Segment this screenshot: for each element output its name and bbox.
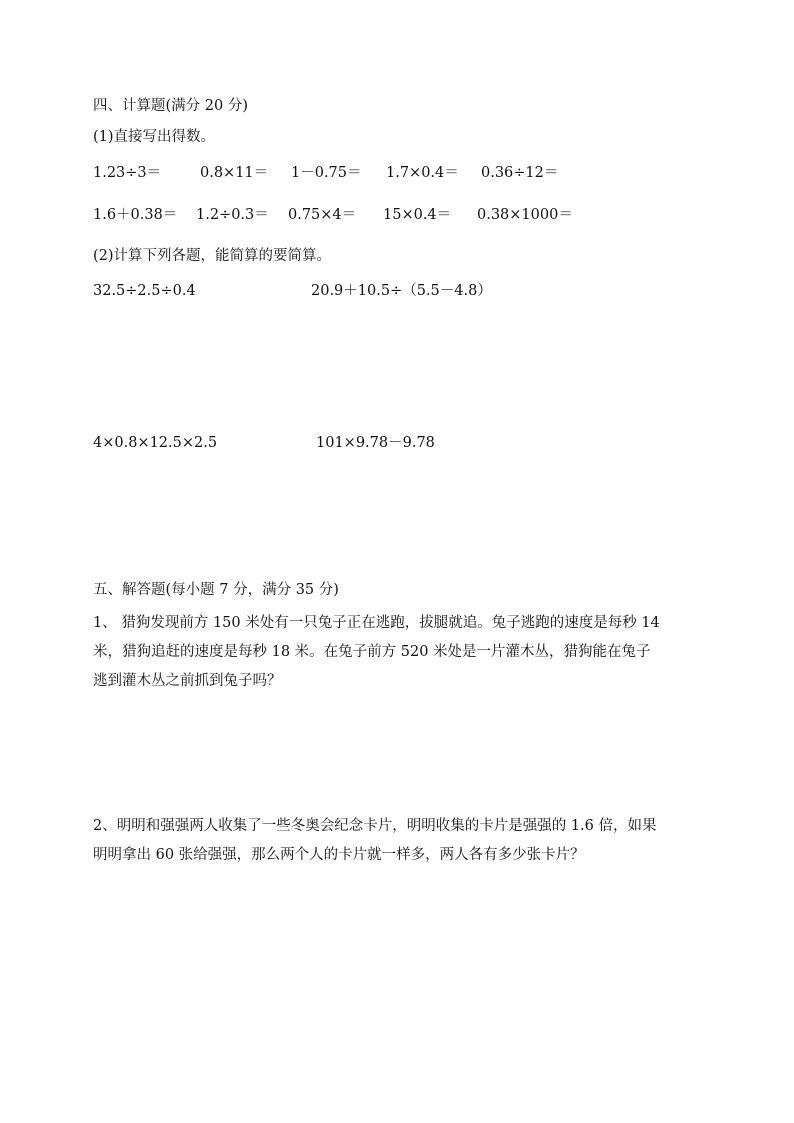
question-1 [93,609,705,696]
calc-r2-c5: 0.38×1000＝ [477,207,573,223]
question-1-line: 逃到灌木丛之前抓到兔子吗？ [93,673,282,689]
calc-r1-c1: 1.23÷3＝ [93,165,162,181]
calc-r1-c3: 1－0.75＝ [291,165,362,181]
expr-1: 32.5÷2.5÷0.4 [93,283,196,299]
part1-label: (1)直接写出得数。 [93,129,216,145]
section5-heading: 五、解答题(每小题 7 分，满分 35 分) [93,582,339,598]
question-2 [93,812,705,870]
calc-r1-c4: 1.7×0.4＝ [386,165,459,181]
expr-3: 4×0.8×12.5×2.5 [93,435,218,451]
calc-r2-c1: 1.6＋0.38＝ [93,207,178,223]
section4-heading: 四、计算题(满分 20 分) [93,98,248,114]
expr-4: 101×9.78－9.78 [316,435,435,451]
expr-2: 20.9＋10.5÷（5.5－4.8） [311,283,492,299]
calc-r1-c2: 0.8×11＝ [200,165,269,181]
calc-r1-c5: 0.36÷12＝ [481,165,559,181]
part2-label: (2)计算下列各题，能简算的要简算。 [93,248,332,264]
question-1-line: 米，猎狗追赶的速度是每秒 18 米。在兔子前方 520 米处是一片灌木丛，猎狗能在兔子 [93,644,651,660]
calc-r2-c4: 15×0.4＝ [383,207,452,223]
question-1-line: 1、 猎狗发现前方 150 米处有一只兔子正在逃跑，拔腿就追。兔子逃跑的速度是每秒 14 [93,615,660,631]
calc-r2-c2: 1.2÷0.3＝ [196,207,269,223]
calc-r2-c3: 0.75×4＝ [288,207,357,223]
question-2-line: 2、明明和强强两人收集了一些冬奥会纪念卡片，明明收集的卡片是强强的 1.6 倍，如果 [93,818,657,834]
question-2-line: 明明拿出 60 张给强强，那么两个人的卡片就一样多，两人各有多少张卡片？ [93,847,585,863]
